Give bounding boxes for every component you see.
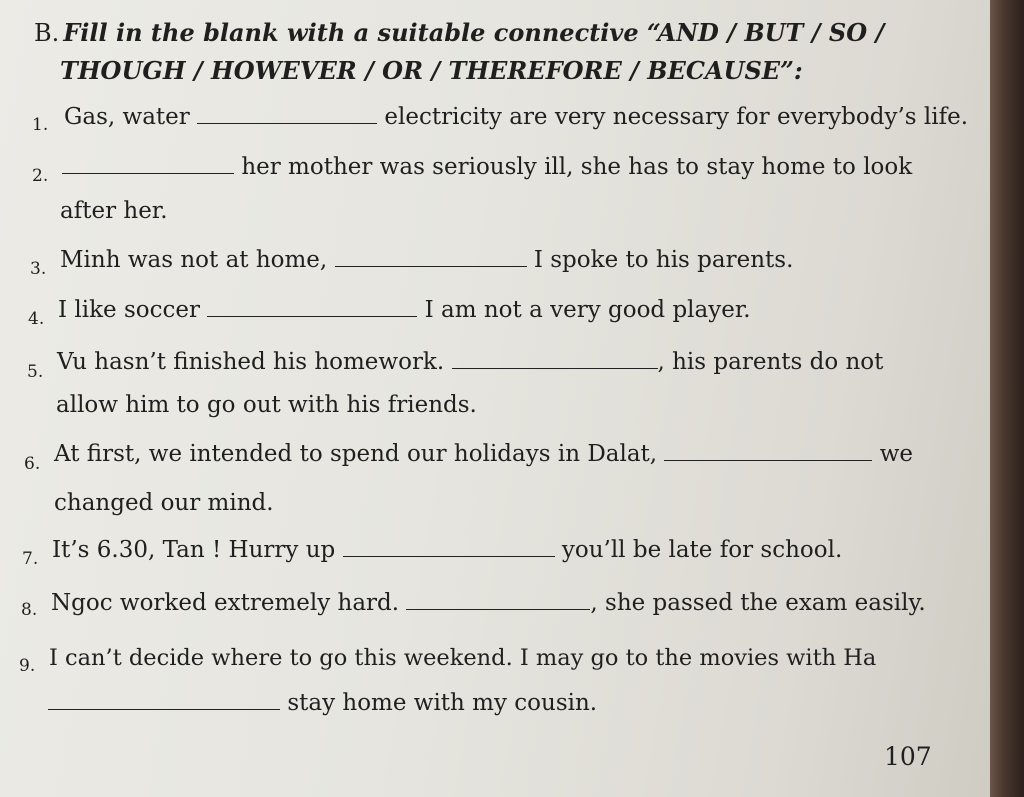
item-5-blank[interactable] bbox=[452, 350, 658, 369]
item-2 bbox=[62, 154, 912, 180]
item-6 bbox=[54, 441, 913, 467]
item-2-blank[interactable] bbox=[62, 155, 234, 174]
item-5-before: Vu hasn’t finished his homework. bbox=[57, 349, 445, 375]
item-3-before: Minh was not at home, bbox=[60, 247, 328, 273]
exercise-heading bbox=[34, 14, 934, 90]
item-7-blank[interactable] bbox=[343, 538, 555, 557]
item-5-continuation: allow him to go out with his friends. bbox=[56, 392, 477, 418]
exercise-label: B. bbox=[34, 19, 60, 47]
item-6-blank[interactable] bbox=[664, 442, 872, 461]
item-3-blank[interactable] bbox=[335, 248, 527, 267]
item-8-before: Ngoc worked extremely hard. bbox=[51, 590, 400, 616]
item-number-7: 7. bbox=[22, 549, 39, 569]
item-4 bbox=[58, 297, 751, 323]
instruction-line-1: Fill in the blank with a suitable connective “AND / BUT / SO / bbox=[63, 18, 885, 47]
item-9-continuation bbox=[48, 690, 597, 716]
item-2-after: her mother was seriously ill, she has to stay home to look bbox=[241, 154, 913, 180]
item-9-after: stay home with my cousin. bbox=[287, 690, 598, 716]
item-4-blank[interactable] bbox=[207, 298, 417, 317]
item-3 bbox=[60, 247, 793, 273]
item-1 bbox=[64, 104, 968, 130]
item-8 bbox=[51, 590, 926, 616]
item-6-before: At first, we intended to spend our holidays in Dalat, bbox=[54, 441, 658, 467]
instruction-line-2: THOUGH / HOWEVER / OR / THEREFORE / BECAUSE”: bbox=[60, 56, 803, 85]
item-number-1: 1. bbox=[32, 115, 49, 135]
item-7-after: you’ll be late for school. bbox=[561, 537, 843, 563]
item-6-after: we bbox=[879, 441, 914, 467]
item-8-blank[interactable] bbox=[406, 591, 590, 610]
item-5-after: , his parents do not bbox=[657, 349, 884, 375]
item-number-3: 3. bbox=[30, 259, 47, 279]
item-number-5: 5. bbox=[27, 362, 44, 382]
item-number-2: 2. bbox=[32, 166, 49, 186]
item-7 bbox=[52, 537, 842, 563]
item-6-continuation: changed our mind. bbox=[54, 490, 274, 516]
item-number-8: 8. bbox=[21, 600, 38, 620]
item-9-before: I can’t decide where to go this weekend. I may go to the movies with Ha bbox=[49, 645, 877, 671]
page-number: 107 bbox=[884, 742, 932, 771]
item-number-4: 4. bbox=[28, 309, 45, 329]
item-1-after: electricity are very necessary for everybody’s life. bbox=[384, 104, 969, 130]
item-7-before: It’s 6.30, Tan ! Hurry up bbox=[52, 537, 336, 563]
item-number-9: 9. bbox=[19, 656, 36, 676]
item-1-before: Gas, water bbox=[64, 104, 190, 130]
item-8-after: , she passed the exam easily. bbox=[590, 590, 926, 616]
item-4-before: I like soccer bbox=[58, 297, 200, 323]
book-edge bbox=[990, 0, 1024, 797]
item-5 bbox=[57, 349, 883, 375]
item-3-after: I spoke to his parents. bbox=[533, 247, 794, 273]
item-number-6: 6. bbox=[24, 454, 41, 474]
item-1-blank[interactable] bbox=[197, 105, 377, 124]
item-2-continuation: after her. bbox=[60, 198, 168, 224]
item-9 bbox=[49, 645, 876, 671]
item-4-after: I am not a very good player. bbox=[424, 297, 751, 323]
item-9-blank[interactable] bbox=[48, 691, 280, 710]
